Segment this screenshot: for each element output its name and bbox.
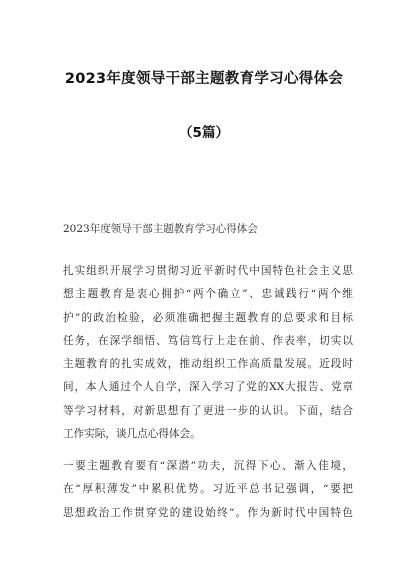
paragraph-line: 工作实际，谈几点心得体会。 bbox=[63, 428, 201, 441]
paragraph-line: 护”的政治检验，必须准确把握主题教育的总要求和目标 bbox=[63, 311, 353, 324]
document-title: 2023年度领导干部主题教育学习心得体会 bbox=[64, 71, 344, 87]
section-title: 2023年度领导干部主题教育学习心得体会 bbox=[63, 223, 258, 235]
body-paragraph-1 bbox=[63, 260, 353, 446]
paragraph-line: 一要主题教育要有“深潜”功夫，沉得下心、渐入佳境， bbox=[63, 460, 353, 472]
paragraph-line: 想主题教育是衷心拥护“两个确立”、忠诚践行“两个维 bbox=[63, 288, 353, 301]
paragraph-line: 任务，在深学细悟、笃信笃行上走在前、作表率，切实以 bbox=[63, 334, 353, 347]
paragraph-line: 扎实组织开展学习贯彻习近平新时代中国特色社会主义思 bbox=[63, 265, 353, 277]
paragraph-line: 思想政治工作贯穿党的建设始终”。作为新时代中国特色 bbox=[63, 506, 353, 519]
document-count-label: （5篇） bbox=[179, 125, 229, 141]
paragraph-line: 间，本人通过个人自学，深入学习了党的XX大报告、党章 bbox=[63, 381, 353, 394]
paragraph-line: 在“厚积薄发”中累积优势。习近平总书记强调，“要把 bbox=[63, 483, 353, 496]
paragraph-line: 主题教育的扎实成效，推动组织工作高质量发展。近段时 bbox=[63, 358, 353, 371]
body-paragraph-2 bbox=[63, 455, 353, 525]
paragraph-line: 等学习材料，对新思想有了更进一步的认识。下面，结合 bbox=[63, 404, 353, 417]
